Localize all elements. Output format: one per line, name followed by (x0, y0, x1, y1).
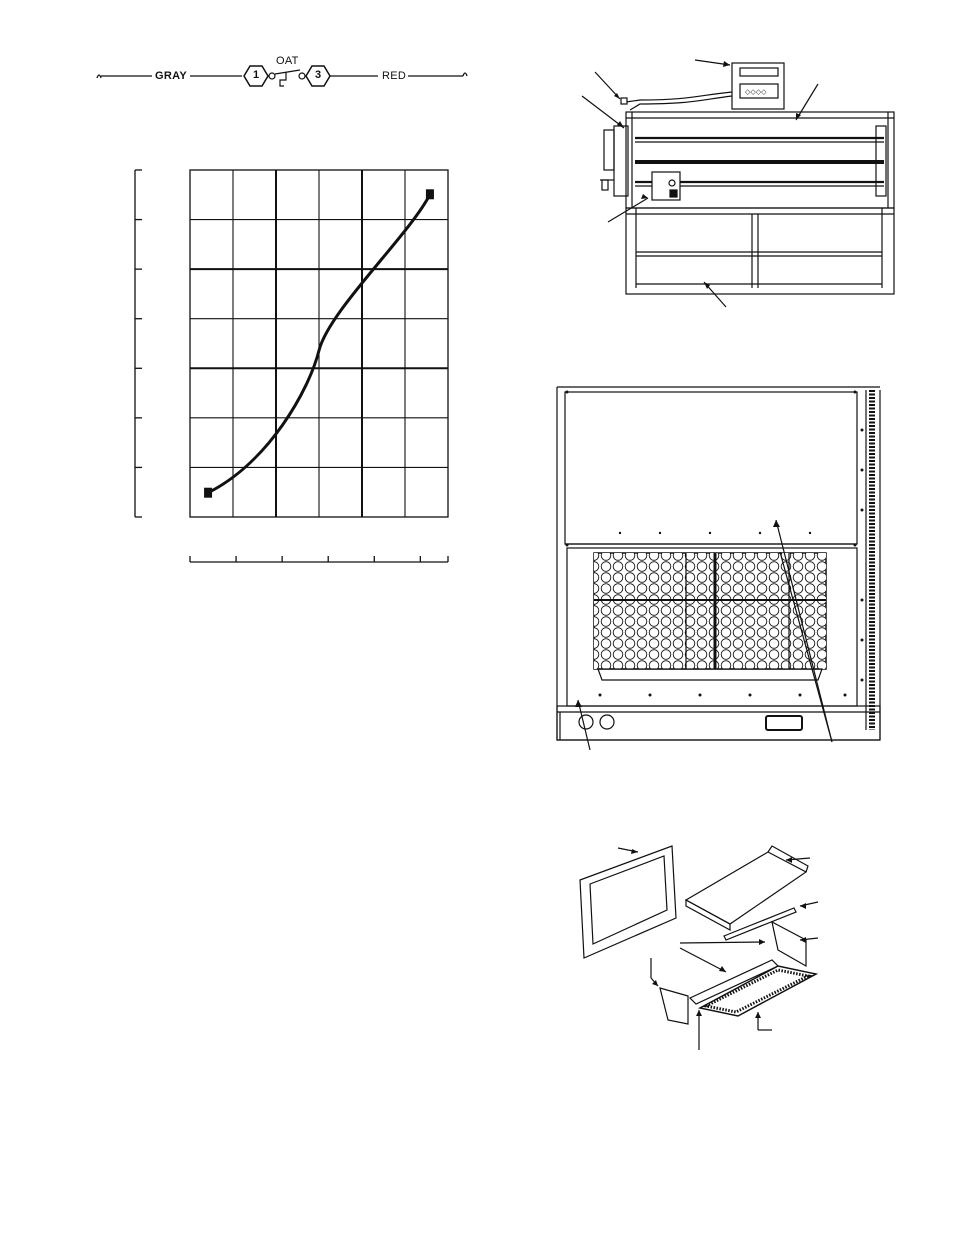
switch-label-oat: OAT (276, 55, 299, 67)
svg-text:◇◇◇◇: ◇◇◇◇ (745, 89, 767, 96)
terminal-3-label: 3 (314, 69, 322, 81)
terminal-1-label: 1 (252, 69, 260, 81)
wire-label-red: RED (382, 70, 407, 82)
wire-label-gray: GRAY (155, 70, 187, 82)
